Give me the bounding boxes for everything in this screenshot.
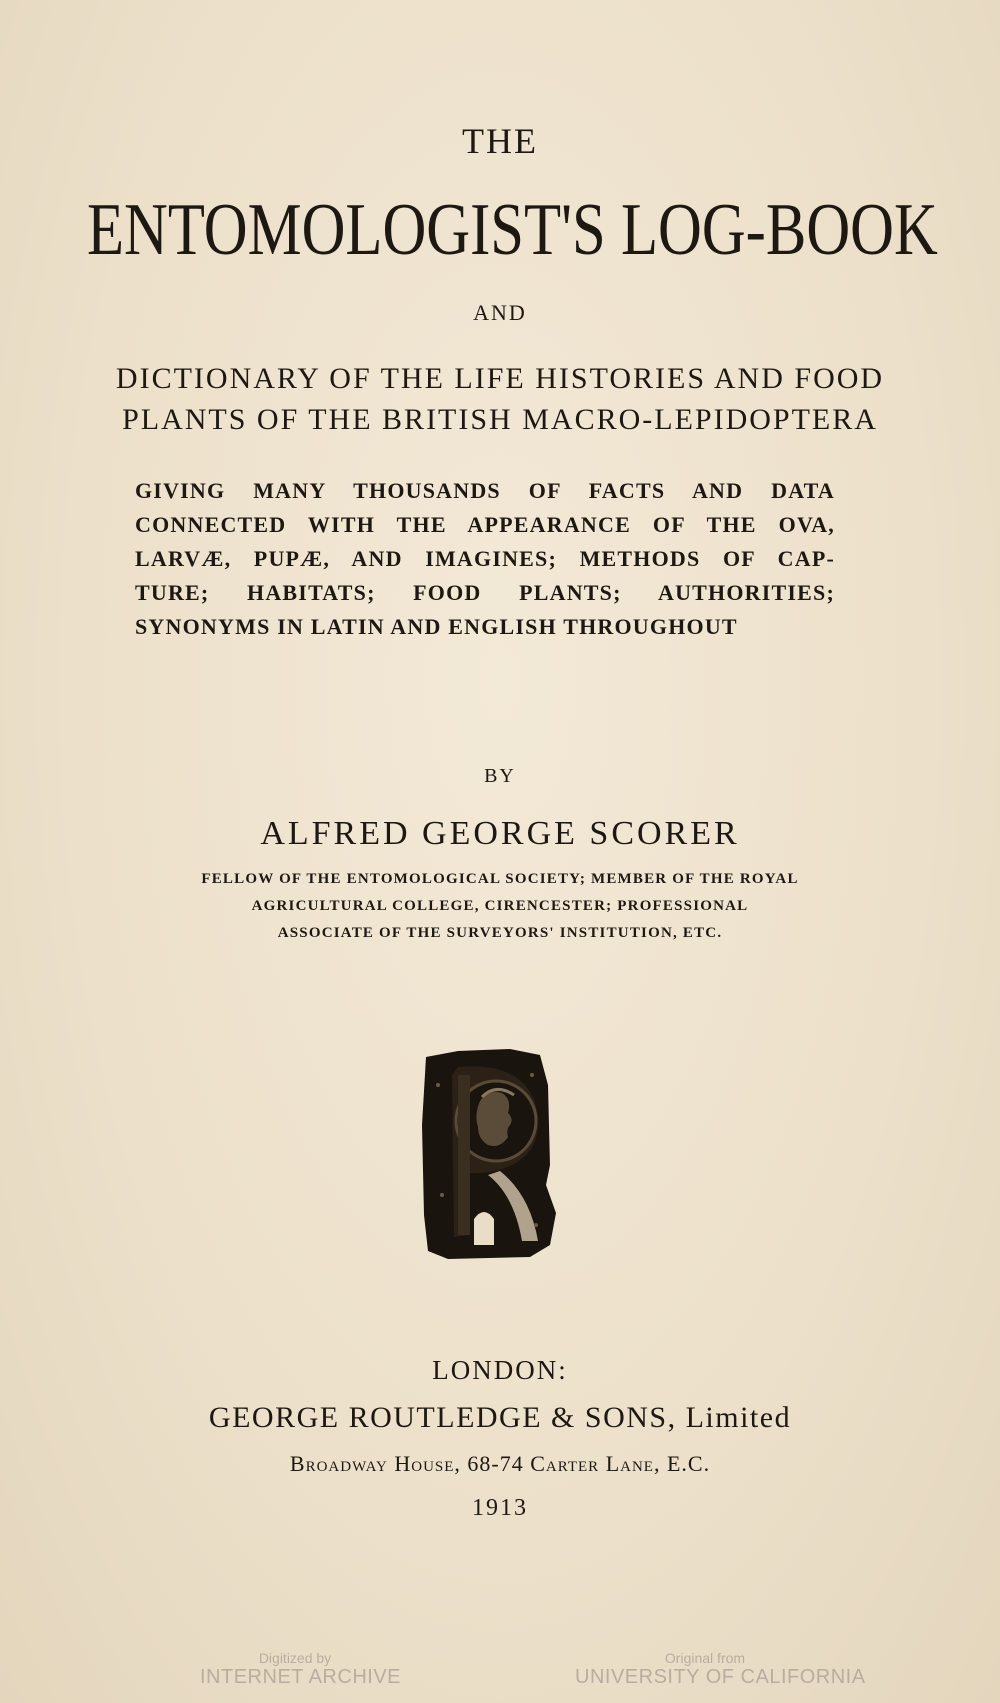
- imprint-place: LONDON:: [432, 1355, 568, 1385]
- watermark-source-text: INTERNET ARCHIVE: [200, 1666, 401, 1688]
- description-line: CONNECTED WITH THE APPEARANCE OF THE OVA,: [135, 512, 835, 537]
- author-name: ALFRED GEORGE SCORER: [260, 815, 740, 852]
- title-conjunction: AND: [473, 300, 527, 325]
- author-credential: AGRICULTURAL COLLEGE, CIRENCESTER; PROFESSIONAL: [251, 898, 749, 914]
- publisher-r-monogram-icon: [418, 1045, 558, 1260]
- description-line: SYNONYMS IN LATIN AND ENGLISH THROUGHOUT: [135, 614, 738, 639]
- author-credential: ASSOCIATE OF THE SURVEYORS' INSTITUTION, ETC.: [277, 925, 723, 941]
- publisher-address: Broadway House, 68-74 Carter Lane, E.C.: [289, 1451, 711, 1476]
- byline-label: BY: [484, 765, 516, 787]
- description-line: TURE; HABITATS; FOOD PLANTS; AUTHORITIES;: [135, 580, 835, 605]
- description-line: GIVING MANY THOUSANDS OF FACTS AND DATA: [135, 478, 835, 503]
- watermark-source-text: UNIVERSITY OF CALIFORNIA: [575, 1666, 866, 1688]
- book-title: ENTOMOLOGIST'S LOG-BOOK: [86, 189, 938, 271]
- subtitle-line-2: PLANTS OF THE BRITISH MACRO-LEPIDOPTERA: [122, 403, 878, 436]
- watermark-small-text: Digitized by: [258, 1650, 332, 1666]
- description-line: LARVÆ, PUPÆ, AND IMAGINES; METHODS OF CAP-: [135, 546, 835, 571]
- author-credential: FELLOW OF THE ENTOMOLOGICAL SOCIETY; MEMBER OF THE ROYAL: [201, 871, 799, 887]
- publication-year: 1913: [472, 1495, 528, 1521]
- digitized-by-watermark: [200, 1650, 401, 1689]
- title-article: THE: [462, 121, 538, 161]
- publisher-name: GEORGE ROUTLEDGE & SONS, Limited: [208, 1401, 792, 1434]
- watermark-small-text: Original from: [664, 1650, 746, 1666]
- subtitle-line-1: DICTIONARY OF THE LIFE HISTORIES AND FOOD: [115, 362, 885, 395]
- original-from-watermark: [575, 1650, 866, 1689]
